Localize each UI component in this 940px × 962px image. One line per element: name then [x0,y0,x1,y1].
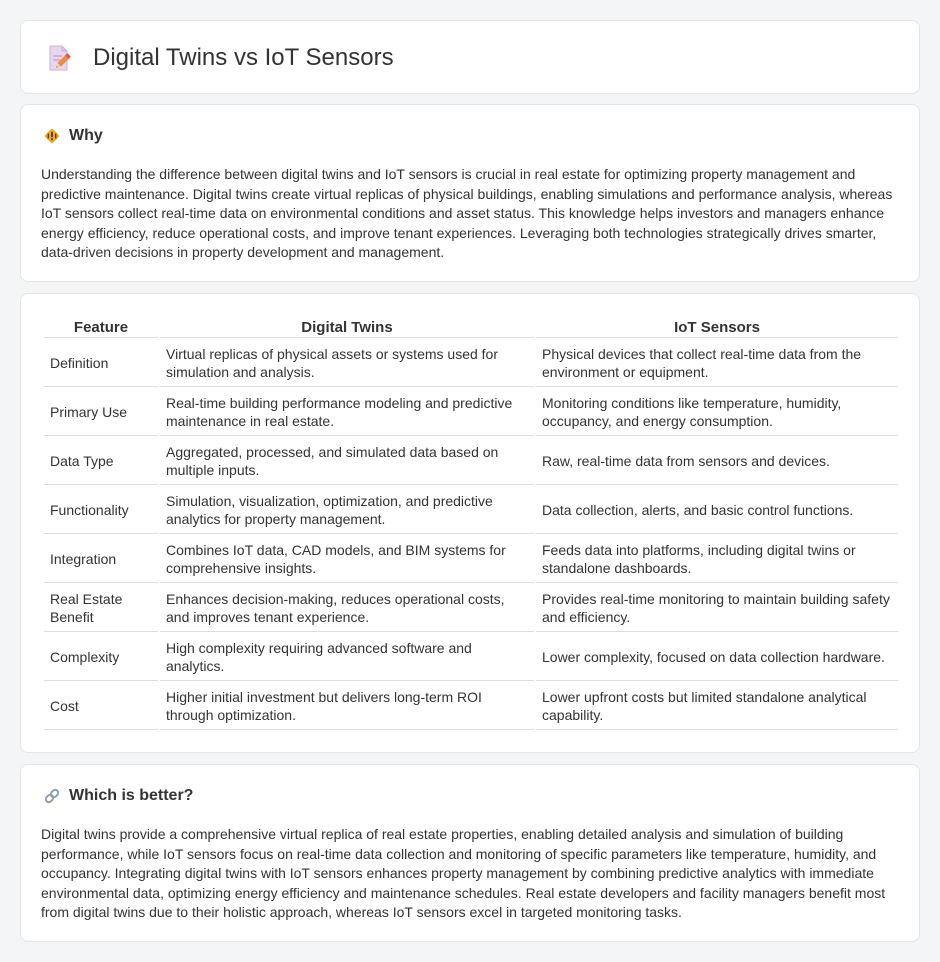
row-feature-cell: Definition [44,340,158,387]
why-title: Why [69,127,103,144]
row-digital-twins-cell: Real-time building performance modeling and predictive maintenance in real estate. [160,389,534,436]
diamond-warning-icon [43,127,61,145]
table-row [44,438,898,485]
row-iot-sensors-cell: Raw, real-time data from sensors and devices. [536,438,898,485]
table-row [44,389,898,436]
row-iot-sensors-cell: Lower upfront costs but limited standalone analytical capability. [536,683,898,730]
table-row [44,634,898,681]
document-pencil-icon [47,43,73,73]
row-feature-cell: Data Type [44,438,158,485]
row-iot-sensors-cell: Monitoring conditions like temperature, humidity, occupancy, and energy consumption. [536,389,898,436]
table-row [44,536,898,583]
why-heading [43,126,103,146]
row-feature-cell: Integration [44,536,158,583]
why-card [20,104,920,282]
row-iot-sensors-cell: Provides real-time monitoring to maintain building safety and efficiency. [536,585,898,632]
row-feature-cell: Real Estate Benefit [44,585,158,632]
title-row [47,43,394,73]
row-feature-cell: Functionality [44,487,158,534]
row-digital-twins-cell: Enhances decision-making, reduces operational costs, and improves tenant experience. [160,585,534,632]
row-feature-cell: Complexity [44,634,158,681]
row-iot-sensors-cell: Feeds data into platforms, including digital twins or standalone dashboards. [536,536,898,583]
table-row [44,683,898,730]
header-feature: Feature [44,318,158,338]
better-paragraph: Digital twins provide a comprehensive virtual replica of real estate properties, enabling detailed analysis and simulation of building performance, while IoT sensors focus on real-time data collection and monitoring of specific parameters like temperature, humidity, and occupancy. Integrating digital twins with IoT sensors enhances property management by combining predictive analytics with immediate environmental data, optimizing energy efficiency and maintenance schedules. Real estate developers and facility managers benefit most from digital twins due to their holistic approach, whereas IoT sensors excel in targeted monitoring tasks. [41,826,886,921]
header-card [20,20,920,94]
page-title: Digital Twins vs IoT Sensors [93,44,394,71]
why-paragraph: Understanding the difference between digital twins and IoT sensors is crucial in real estate for optimizing property management and predictive maintenance. Digital twins create virtual replicas of physical buildings, enabling simulations and performance analysis, whereas IoT sensors collect real-time data on environmental conditions and asset status. This knowledge helps investors and managers enhance energy efficiency, reduce operational costs, and improve tenant experiences. Leveraging both technologies strategically drives smarter, data-driven decisions in property development and management. [41,166,893,261]
better-title: Which is better? [69,787,194,804]
row-iot-sensors-cell: Lower complexity, focused on data collection hardware. [536,634,898,681]
table-row [44,585,898,632]
link-icon [43,787,61,805]
row-digital-twins-cell: Higher initial investment but delivers long-term ROI through optimization. [160,683,534,730]
table-row [44,340,898,387]
row-iot-sensors-cell: Data collection, alerts, and basic control functions. [536,487,898,534]
comparison-card [20,293,920,753]
header-digital-twins: Digital Twins [160,318,534,338]
row-feature-cell: Primary Use [44,389,158,436]
row-digital-twins-cell: Simulation, visualization, optimization, and predictive analytics for property management. [160,487,534,534]
header-iot-sensors: IoT Sensors [536,318,898,338]
row-feature-cell: Cost [44,683,158,730]
better-card [20,764,920,942]
row-digital-twins-cell: Combines IoT data, CAD models, and BIM systems for comprehensive insights. [160,536,534,583]
table-header-row [44,318,898,338]
table-row [44,487,898,534]
better-heading [43,786,193,806]
row-iot-sensors-cell: Physical devices that collect real-time data from the environment or equipment. [536,340,898,387]
row-digital-twins-cell: Aggregated, processed, and simulated data based on multiple inputs. [160,438,534,485]
row-digital-twins-cell: High complexity requiring advanced software and analytics. [160,634,534,681]
comparison-table [42,316,900,732]
row-digital-twins-cell: Virtual replicas of physical assets or systems used for simulation and analysis. [160,340,534,387]
